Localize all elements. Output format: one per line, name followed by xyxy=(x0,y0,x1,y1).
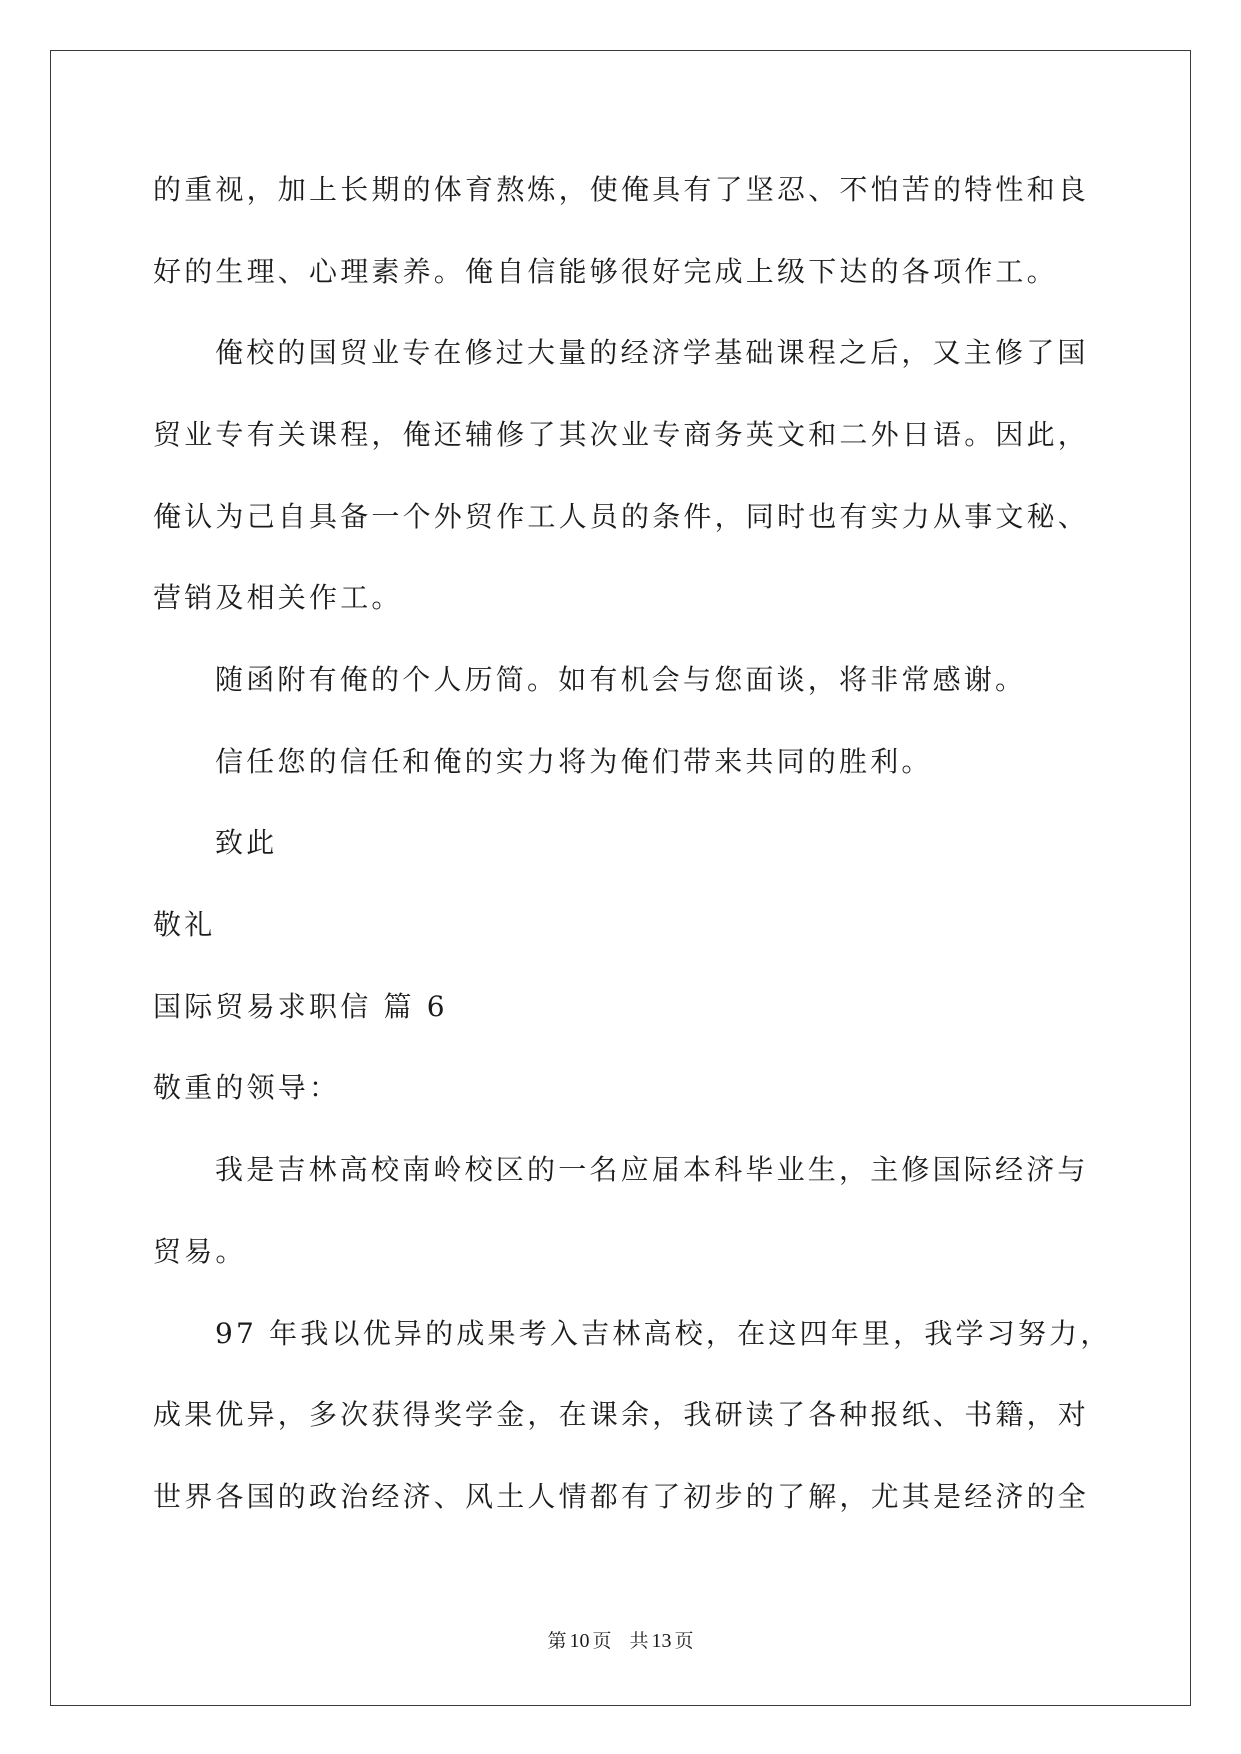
paragraph-first-line: 我是吉林高校南岭校区的一名应届本科毕业生，主修国际经济与 xyxy=(215,1153,1089,1186)
closing-line: 致此 xyxy=(215,826,278,859)
current-page-number: 10 xyxy=(569,1630,590,1652)
text-line: 营销及相关作工。 xyxy=(153,581,403,614)
salutation-line: 敬礼 xyxy=(153,908,216,941)
page-border xyxy=(50,50,1191,1706)
text-line: 俺认为己自具备一个外贸作工人员的条件，同时也有实力从事文秘、 xyxy=(153,500,1090,533)
page-footer xyxy=(0,1627,1241,1655)
section-heading: 国际贸易求职信 篇 6 xyxy=(153,990,448,1023)
page-suffix: 页 xyxy=(592,1630,612,1652)
paragraph-first-line: 俺校的国贸业专在修过大量的经济学基础课程之后，又主修了国 xyxy=(215,336,1089,369)
paragraph-first-line: 97 年我以优异的成果考入吉林高校，在这四年里，我学习努力， xyxy=(215,1317,1112,1350)
text-line: 好的生理、心理素养。俺自信能够很好完成上级下达的各项作工。 xyxy=(153,255,1058,288)
text-line: 世界各国的政治经济、风土人情都有了初步的了解，尤其是经济的全 xyxy=(153,1480,1090,1513)
text-line: 贸易。 xyxy=(153,1235,247,1268)
text-line: 贸业专有关课程，俺还辅修了其次业专商务英文和二外日语。因此， xyxy=(153,418,1090,451)
page-prefix: 第 xyxy=(547,1630,567,1652)
greeting-line: 敬重的领导： xyxy=(153,1071,341,1104)
paragraph-first-line: 随函附有俺的个人历简。如有机会与您面谈，将非常感谢。 xyxy=(215,663,1027,696)
paragraph-first-line: 信任您的信任和俺的实力将为俺们带来共同的胜利。 xyxy=(215,745,933,778)
text-line: 的重视，加上长期的体育熬炼，使俺具有了坚忍、不怕苦的特性和良 xyxy=(153,173,1090,206)
text-line: 成果优异，多次获得奖学金，在课余，我研读了各种报纸、书籍，对 xyxy=(153,1398,1090,1431)
total-prefix: 共 xyxy=(629,1630,649,1652)
total-pages-number: 13 xyxy=(651,1630,672,1652)
total-suffix: 页 xyxy=(674,1630,694,1652)
